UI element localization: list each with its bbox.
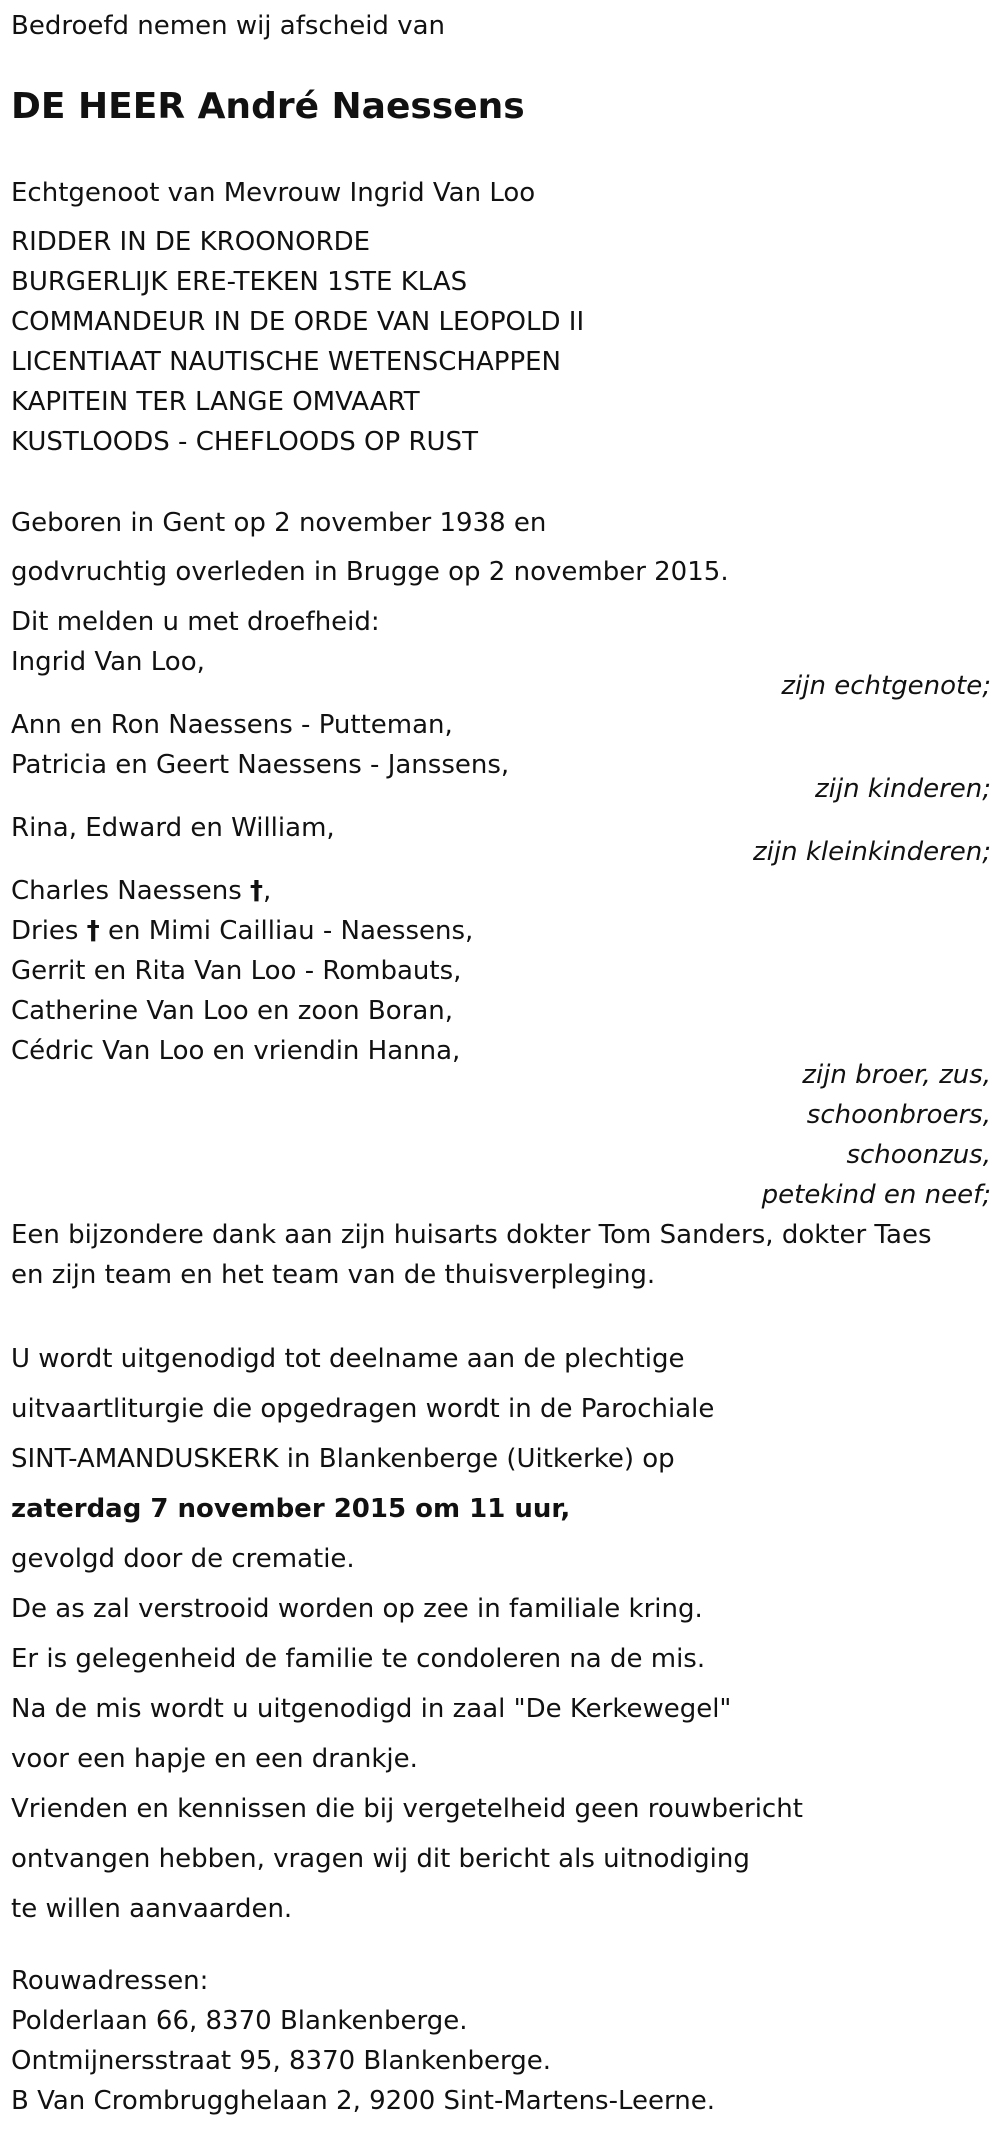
ceremony-date-time: zaterdag 7 november 2015 om 11 uur,: [11, 1494, 571, 1524]
sibling-tail: en Mimi Cailliau - Naessens,: [99, 916, 474, 946]
after-line: gevolgd door de crematie.: [11, 1544, 355, 1574]
sibling-item: Catherine Van Loo en zoon Boran,: [11, 996, 454, 1026]
after-line: voor een hapje en een drankje.: [11, 1744, 418, 1774]
sibling-item: [11, 871, 473, 911]
addresses-block: [11, 1961, 715, 2121]
child-name: Ann en Ron Naessens - Putteman,: [11, 710, 453, 740]
invitation-line: uitvaartliturgie die opgedragen wordt in de Parochiale: [11, 1394, 715, 1424]
honor-item: KUSTLOODS - CHEFLOODS OP RUST: [11, 427, 478, 457]
intro-text: Bedroefd nemen wij afscheid van: [11, 11, 445, 41]
after-line: Vrienden en kennissen die bij vergetelheid geen rouwbericht: [11, 1794, 803, 1824]
child-name: Patricia en Geert Naessens - Janssens,: [11, 750, 510, 780]
sibling-item: Cédric Van Loo en vriendin Hanna,: [11, 1036, 461, 1066]
honor-item: COMMANDEUR IN DE ORDE VAN LEOPOLD II: [11, 307, 585, 337]
honor-item: KAPITEIN TER LANGE OMVAART: [11, 387, 420, 417]
sibling-name: Charles Naessens: [11, 876, 242, 906]
siblings-list: [11, 871, 473, 1071]
after-line: Na de mis wordt u uitgenodigd in zaal "De Kerkewegel": [11, 1694, 732, 1724]
address-line: B Van Crombrugghelaan 2, 9200 Sint-Martens-Leerne.: [11, 2086, 715, 2116]
siblings-roles: [11, 1055, 991, 1215]
after-line: te willen aanvaarden.: [11, 1894, 293, 1924]
thanks-line: en zijn team en het team van de thuisverpleging.: [11, 1260, 656, 1290]
sibling-role: zijn broer, zus,: [802, 1060, 991, 1090]
cross-icon: †: [86, 916, 100, 946]
deceased-name-heading: DE HEER André Naessens: [11, 86, 525, 127]
announcement-line: Dit melden u met droefheid:: [11, 607, 380, 637]
address-line: Polderlaan 66, 8370 Blankenberge.: [11, 2006, 468, 2036]
addresses-heading: Rouwadressen:: [11, 1966, 209, 1996]
grandchildren-names: Rina, Edward en William,: [11, 813, 335, 843]
thanks-line: Een bijzondere dank aan zijn huisarts dokter Tom Sanders, dokter Taes: [11, 1220, 932, 1250]
invitation-paragraph: [11, 1334, 803, 1934]
sibling-item: Gerrit en Rita Van Loo - Rombauts,: [11, 956, 462, 986]
sibling-role: petekind en neef;: [761, 1180, 991, 1210]
sibling-role: schoonzus,: [846, 1140, 991, 1170]
sibling-name: Dries: [11, 916, 79, 946]
honor-item: LICENTIAAT NAUTISCHE WETENSCHAPPEN: [11, 347, 561, 377]
invitation-line: U wordt uitgenodigd tot deelname aan de plechtige: [11, 1344, 685, 1374]
address-line: Ontmijnersstraat 95, 8370 Blankenberge.: [11, 2046, 551, 2076]
cross-icon: †: [250, 876, 264, 906]
children-role: zijn kinderen;: [814, 774, 991, 804]
honor-item: RIDDER IN DE KROONORDE: [11, 227, 371, 257]
sibling-tail: ,: [263, 876, 272, 906]
birth-line: Geboren in Gent op 2 november 1938 en: [11, 508, 547, 538]
after-line: ontvangen hebben, vragen wij dit bericht als uitnodiging: [11, 1844, 750, 1874]
grandchildren-role: zijn kleinkinderen;: [753, 837, 991, 867]
after-line: De as zal verstrooid worden op zee in familiale kring.: [11, 1594, 703, 1624]
honor-item: BURGERLIJK ERE-TEKEN 1STE KLAS: [11, 267, 468, 297]
spouse-role: zijn echtgenote;: [781, 671, 991, 701]
after-line: Er is gelegenheid de familie te condoleren na de mis.: [11, 1644, 706, 1674]
sibling-item: [11, 911, 473, 951]
death-line: godvruchtig overleden in Brugge op 2 november 2015.: [11, 557, 729, 587]
honors-list: [11, 222, 584, 462]
thanks-paragraph: [11, 1215, 932, 1295]
spouse-name: Ingrid Van Loo,: [11, 647, 205, 677]
invitation-line: SINT-AMANDUSKERK in Blankenberge (Uitkerke) op: [11, 1444, 675, 1474]
spouse-line: Echtgenoot van Mevrouw Ingrid Van Loo: [11, 178, 536, 208]
sibling-role: schoonbroers,: [806, 1100, 991, 1130]
